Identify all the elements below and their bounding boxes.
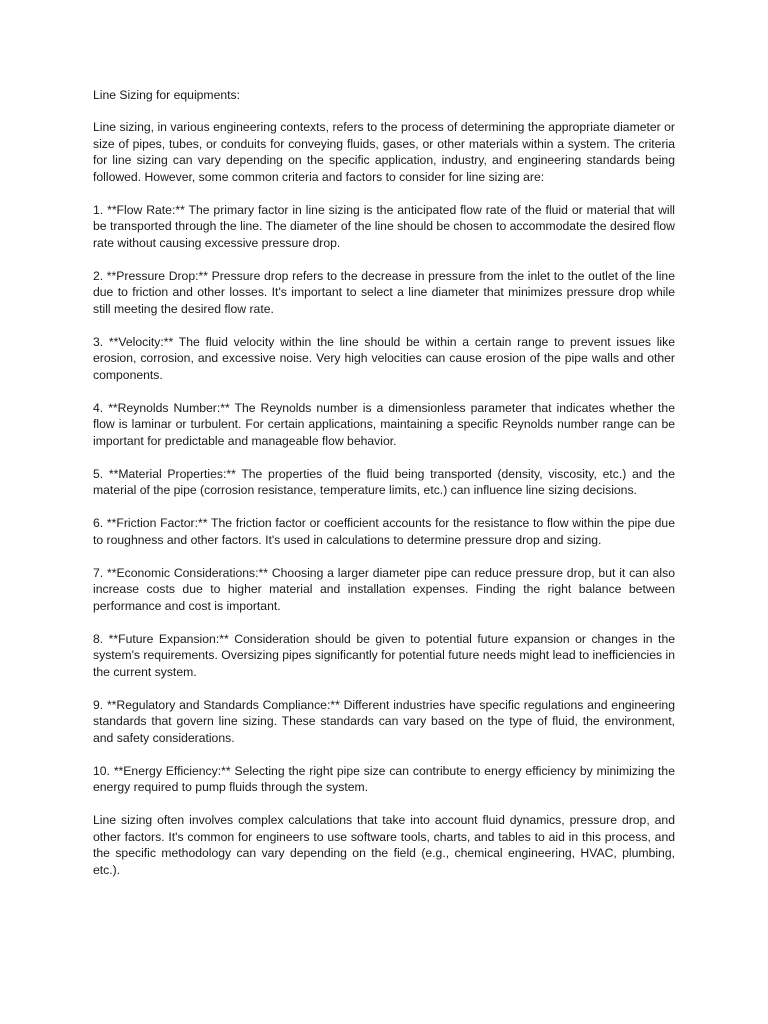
criteria-item-flow-rate: 1. **Flow Rate:** The primary factor in line sizing is the anticipated flow rate of the fluid or material that will be transported through the line. The diameter of the line should be chosen to accommodate the desired flow rate without causing excessive pressure drop. <box>93 202 675 250</box>
criteria-item-regulatory-compliance: 9. **Regulatory and Standards Compliance:** Different industries have specific regulations and engineering standards that govern line sizing. These standards can vary based on the type of fluid, the environment, and safety considerations. <box>93 697 675 745</box>
criteria-item-future-expansion: 8. **Future Expansion:** Consideration should be given to potential future expansion or changes in the system's requirements. Oversizing pipes significantly for potential future needs might lead to inefficiencies in the current system. <box>93 631 675 679</box>
document-body <box>93 87 675 878</box>
document-title: Line Sizing for equipments: <box>93 88 241 102</box>
criteria-item-material-properties: 5. **Material Properties:** The properties of the fluid being transported (density, viscosity, etc.) and the material of the pipe (corrosion resistance, temperature limits, etc.) can influence line sizing decisions. <box>93 466 675 497</box>
intro-paragraph: Line sizing, in various engineering contexts, refers to the process of determining the appropriate diameter or size of pipes, tubes, or conduits for conveying fluids, gases, or other materials within a system. The criteria for line sizing can vary depending on the specific application, industry, and engineering standards being followed. However, some common criteria and factors to consider for line sizing are: <box>93 120 675 184</box>
criteria-item-velocity: 3. **Velocity:** The fluid velocity within the line should be within a certain range to prevent issues like erosion, corrosion, and excessive noise. Very high velocities can cause erosion of the pipe walls and other components. <box>93 334 675 382</box>
criteria-item-economic-considerations: 7. **Economic Considerations:** Choosing a larger diameter pipe can reduce pressure drop, but it can also increase costs due to higher material and installation expenses. Finding the right balance between performance and cost is important. <box>93 565 675 613</box>
criteria-item-reynolds-number: 4. **Reynolds Number:** The Reynolds number is a dimensionless parameter that indicates whether the flow is laminar or turbulent. For certain applications, maintaining a specific Reynolds number range can be important for predictable and manageable flow behavior. <box>93 400 675 448</box>
criteria-item-friction-factor: 6. **Friction Factor:** The friction factor or coefficient accounts for the resistance to flow within the pipe due to roughness and other factors. It's used in calculations to determine pressure drop and sizing. <box>93 516 675 547</box>
criteria-item-energy-efficiency: 10. **Energy Efficiency:** Selecting the right pipe size can contribute to energy efficiency by minimizing the energy required to pump fluids through the system. <box>93 763 675 794</box>
criteria-item-pressure-drop: 2. **Pressure Drop:** Pressure drop refers to the decrease in pressure from the inlet to the outlet of the line due to friction and other losses. It's important to select a line diameter that minimizes pressure drop while still meeting the desired flow rate. <box>93 268 675 316</box>
conclusion-paragraph: Line sizing often involves complex calculations that take into account fluid dynamics, pressure drop, and other factors. It's common for engineers to use software tools, charts, and tables to aid in this process, and the specific methodology can vary depending on the field (e.g., chemical engineering, HVAC, plumbing, etc.). <box>93 813 675 877</box>
